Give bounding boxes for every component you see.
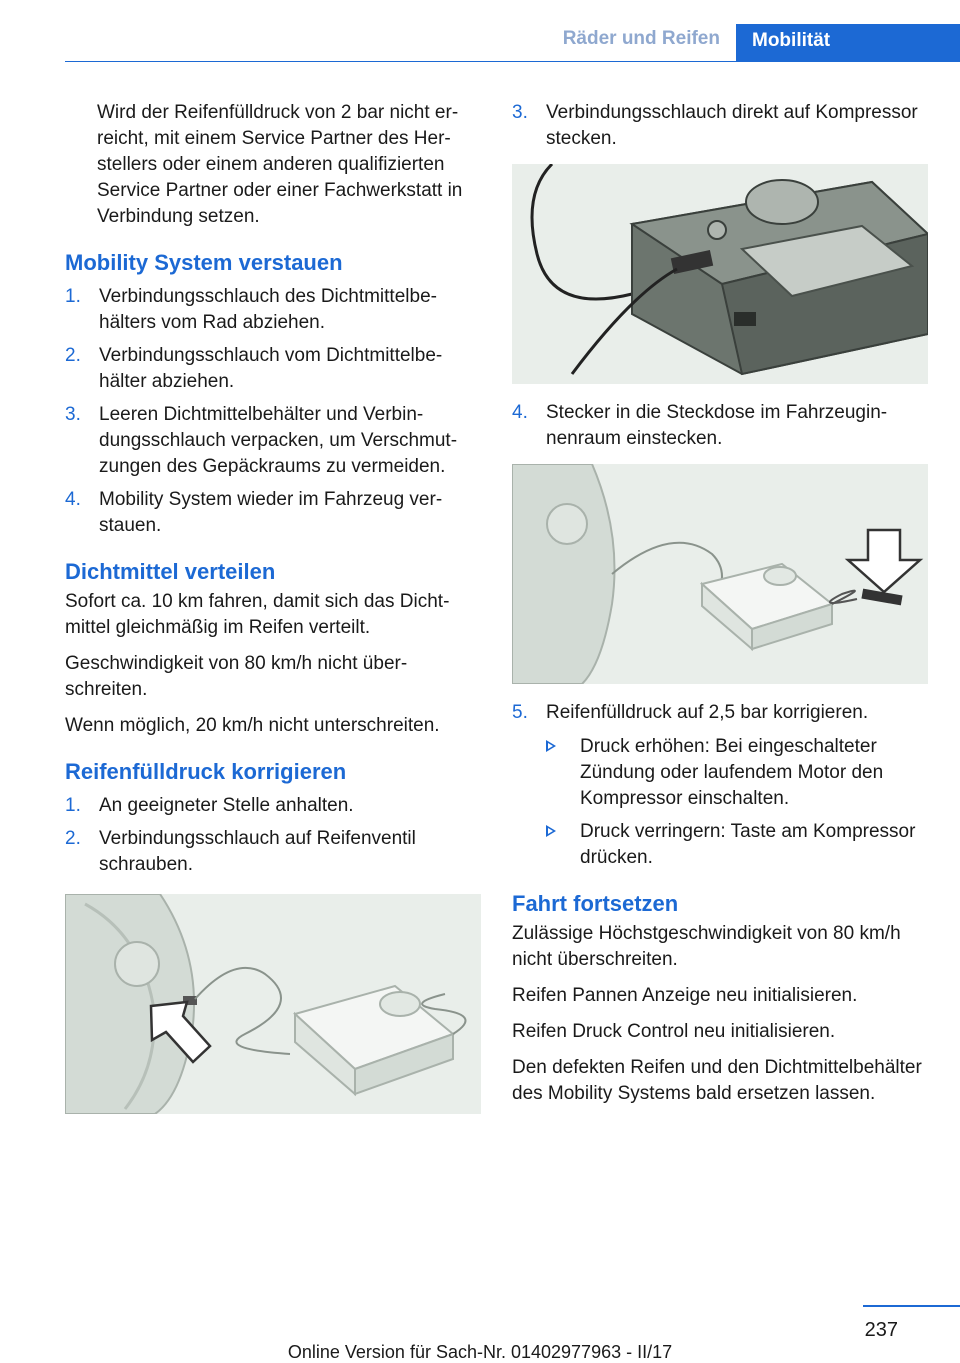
- step-5: [512, 700, 928, 871]
- paragraph: Reifen Pannen Anzeige neu initialisieren.: [512, 985, 858, 1006]
- intro-paragraph: Wird der Reifenfülldruck von 2 bar nicht erreicht, mit einem Service Partner des Herstellers oder einem anderen qualifizierten Service Partner oder einer Fachwerkstatt in Verbindung setzen.: [97, 102, 463, 227]
- list-item: [65, 487, 481, 539]
- step-number: 3.: [65, 404, 81, 425]
- header-rule: [65, 61, 960, 62]
- step-number: 2.: [65, 828, 81, 849]
- step-number: 4.: [65, 489, 81, 510]
- sub-text: Druck verringern: Taste am Kompressor drücken.: [580, 821, 916, 868]
- list-item: [65, 793, 481, 819]
- step-text: Verbindungsschlauch direkt auf Kompressor stecken.: [546, 102, 918, 149]
- step-text: Verbindungsschlauch auf Reifenventil schrauben.: [99, 828, 416, 875]
- footer-rule: [863, 1305, 960, 1307]
- step-3: [512, 100, 928, 152]
- paragraph: Sofort ca. 10 km fahren, damit sich das Dichtmittel gleichmäßig im Reifen verteilt.: [65, 591, 450, 638]
- triangle-bullet-icon: [546, 740, 556, 752]
- section-tab[interactable]: Räder und Reifen: [562, 28, 720, 49]
- step-text: Mobility System wieder im Fahrzeug verstauen.: [99, 489, 443, 536]
- compressor-plug-illustration: [512, 164, 928, 384]
- sub-list: [546, 734, 928, 871]
- triangle-bullet-icon: [546, 825, 556, 837]
- step-number: 4.: [512, 402, 528, 423]
- left-column: [65, 100, 481, 1130]
- socket-plug-illustration: [512, 464, 928, 684]
- step-4: [512, 400, 928, 452]
- sub-list-item: [546, 734, 928, 812]
- step-text: Verbindungsschlauch vom Dichtmittelbehälter abziehen.: [99, 345, 443, 392]
- step-text: Reifenfülldruck auf 2,5 bar korrigieren.: [546, 702, 869, 723]
- list-item: [512, 700, 928, 871]
- heading-continue: Fahrt fortsetzen: [512, 891, 679, 916]
- list-item: [65, 826, 481, 878]
- store-steps: [65, 284, 481, 539]
- sub-list-item: [546, 819, 928, 871]
- list-item: [512, 400, 928, 452]
- valve-connection-illustration: [65, 894, 481, 1114]
- sub-text: Druck erhöhen: Bei eingeschalteter Zündung oder laufendem Motor den Kompressor einschalten.: [580, 736, 884, 809]
- paragraph: Zulässige Höchstgeschwindigkeit von 80 km/h nicht überschreiten.: [512, 923, 901, 970]
- step-text: Leeren Dichtmittelbehälter und Verbindungsschlauch verpacken, um Verschmutzungen des Gepäckraums zu vermeiden.: [99, 404, 458, 477]
- heading-correct: Reifenfülldruck korrigieren: [65, 759, 347, 784]
- list-item: [65, 343, 481, 395]
- paragraph: Reifen Druck Control neu initialisieren.: [512, 1021, 836, 1042]
- paragraph: Wenn möglich, 20 km/h nicht unterschreiten.: [65, 715, 440, 736]
- step-number: 5.: [512, 702, 528, 723]
- page-number: 237: [864, 1319, 898, 1341]
- step-text: An geeigneter Stelle anhalten.: [99, 795, 354, 816]
- step-number: 1.: [65, 286, 81, 307]
- step-text: Verbindungsschlauch des Dichtmittelbehälters vom Rad abziehen.: [99, 286, 437, 333]
- chapter-tab[interactable]: Mobilität: [736, 24, 960, 62]
- heading-store: Mobility System verstauen: [65, 250, 343, 275]
- step-number: 1.: [65, 795, 81, 816]
- page-header: [0, 0, 960, 62]
- paragraph: Den defekten Reifen und den Dichtmittelbehälter des Mobility Systems bald ersetzen lassen.: [512, 1057, 922, 1104]
- right-column: [512, 100, 928, 1117]
- list-item: [65, 284, 481, 336]
- step-number: 3.: [512, 102, 528, 123]
- list-item: [65, 402, 481, 480]
- paragraph: Geschwindigkeit von 80 km/h nicht überschreiten.: [65, 653, 408, 700]
- online-version-note: Online Version für Sach-Nr. 01402977963 - II/17: [287, 1342, 673, 1362]
- step-number: 2.: [65, 345, 81, 366]
- step-text: Stecker in die Steckdose im Fahrzeuginnenraum einstecken.: [546, 402, 888, 449]
- list-item: [512, 100, 928, 152]
- heading-distribute: Dichtmittel verteilen: [65, 559, 276, 584]
- correct-steps: [65, 793, 481, 878]
